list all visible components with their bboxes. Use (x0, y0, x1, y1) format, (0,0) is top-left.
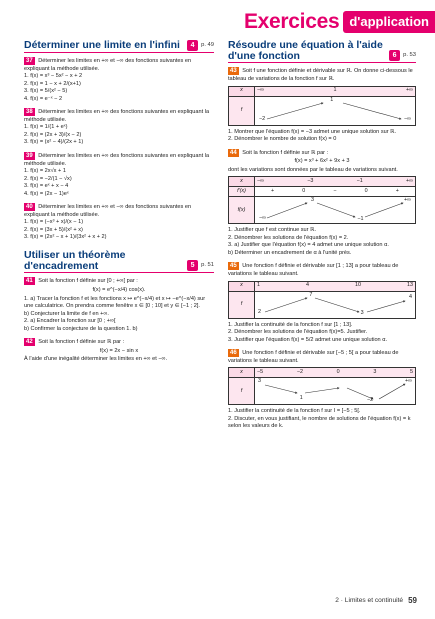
f-value: −∞ (404, 116, 411, 123)
exercise-item: 2. Discuter, en vous justifiant, le nombre de solutions de l'équation f(x) = k selon les valeurs de k. (228, 415, 411, 430)
section-title: Déterminer une limite en l'infini (24, 39, 180, 52)
section-encadrement (24, 250, 214, 273)
exercise-statement: Une fonction f définie et dérivable sur [1 ; 13] a pour tableau de variations le tableau suivant. (228, 263, 399, 277)
f-value: −∞ (259, 214, 266, 221)
x-value: 1 (333, 87, 337, 94)
f-value: +∞ (404, 197, 411, 204)
header-badge: d'application (343, 11, 435, 34)
exercise-number: 45 (230, 263, 237, 270)
exercise-37 (24, 57, 214, 103)
exercise-item: 2. f(x) = 1 − x + 2/(x+1) (24, 80, 81, 87)
exercise-42 (24, 338, 214, 364)
exercise-item: 1. f(x) = (−x³ + x)/(x − 1) (24, 219, 84, 226)
table-x-row (255, 177, 416, 187)
exercise-item: 3. Justifier que l'équation f(x) = 5/2 admet une unique solution α. (228, 336, 388, 343)
exercise-statement: Soit la fonction f définie sur ℝ par : (242, 149, 329, 156)
x-value: 13 (407, 282, 413, 289)
x-value: −∞ (257, 178, 264, 185)
variation-arrows (255, 292, 415, 318)
exercise-44 (228, 149, 416, 258)
x-value: +∞ (406, 87, 413, 94)
table-f-row (255, 378, 416, 405)
section-page: p. 53 (403, 52, 416, 58)
table-header-f: f (229, 96, 255, 125)
variation-arrows (255, 97, 415, 125)
exercise-item: 1. f(x) = x³ − 5x² − x + 2 (24, 73, 83, 80)
exercise-item: 2. Dénombrer les solutions de l'équation f(x)=5. Justifier. (228, 329, 368, 336)
exercise-39 (24, 152, 214, 198)
x-value: 4 (306, 282, 309, 289)
exercise-43 (228, 67, 416, 143)
chapter-label: 2 · Limites et continuité (335, 597, 404, 605)
table-f-row (255, 96, 416, 125)
section-badge: 4 (187, 40, 198, 51)
exercise-formula: f(x) = 2x − sin x (99, 347, 139, 354)
section-title: Résoudre une équation à l'aide d'une fonction (228, 39, 383, 62)
exercise-statement: Déterminer les limites en +∞ et −∞ des fonctions suivantes en expliquant la méthode utilisée. (24, 58, 192, 72)
exercise-number: 40 (26, 204, 33, 211)
exercise-statement: Soit la fonction f définie sur [0 ; +∞[ par : (38, 278, 138, 285)
exercise-item: 1. a) Tracer la fonction f et les fonctions x ↦ e^(−x/4) et x ↦ −e^(−x/4) sur une calculatrice. On prendra comme fenêtre x ∈ [0 ; 10] et y ∈ [−1 ; 2]. (24, 295, 206, 310)
exercise-item: 1. Justifier la continuité de la fonction f sur [1 ; 13]. (228, 321, 353, 328)
exercise-item: 4. f(x) = e⁻ˣ − 2 (24, 95, 63, 102)
x-value: 5 (410, 369, 413, 376)
f-value: 7 (309, 291, 313, 298)
section-page: p. 51 (201, 262, 214, 269)
section-reference (389, 50, 416, 61)
exercise-statement: Soit la fonction f définie sur ℝ par : (38, 339, 125, 346)
exercise-item: 2. f(x) = (2x + 3)/(x − 2) (24, 131, 82, 138)
f-value: +∞ (405, 378, 412, 385)
exercise-item: 3. a) Justifier que l'équation f(x) = 4 admet une unique solution α. (228, 242, 389, 249)
exercise-number: 46 (230, 350, 237, 357)
exercise-formula: f(x) = x³ + 6x² + 9x + 3 (294, 158, 350, 165)
exercise-number: 37 (26, 58, 33, 64)
exercise-item: 3. f(x) = eˣ + x − 4 (24, 183, 69, 190)
table-header-x: x (229, 281, 255, 291)
section-badge: 5 (187, 260, 198, 271)
variation-table (228, 176, 416, 224)
table-f-row (255, 197, 416, 224)
exercise-item: 1. f(x) = 1/(1 + eˣ) (24, 124, 68, 131)
table-x-row (255, 86, 416, 96)
f-value: −2 (259, 116, 266, 123)
exercise-item: 1. f(x) = 2x√x + 1 (24, 168, 66, 175)
table-header-x: x (229, 86, 255, 96)
exercise-item: 1. Justifier la continuité de la fonction f sur I = [−5 ; 5[. (228, 408, 361, 415)
exercise-number: 41 (26, 278, 33, 285)
exercise-item: dont les variations sont données par le tableau de variations suivant. (228, 166, 398, 173)
variation-arrows (255, 378, 415, 404)
sign-value: + (271, 188, 275, 195)
exercise-number: 43 (230, 68, 237, 75)
exercise-38 (24, 108, 214, 147)
variation-table (228, 86, 416, 126)
table-x-row (255, 368, 416, 378)
exercise-statement: Une fonction f définie et dérivable sur [−5 ; 5[ a pour tableau de variations le tableau suivant. (228, 350, 399, 364)
exercise-item: 3. f(x) = (2x² − x + 1)/(3x² + x + 2) (24, 234, 107, 241)
section-badge: 6 (389, 50, 400, 61)
f-value: 3 (258, 378, 261, 385)
page-footer (335, 596, 417, 607)
table-header-f: f (229, 291, 255, 318)
f-value: −1 (357, 215, 364, 222)
table-header-x: x (229, 368, 255, 378)
exercise-40 (24, 203, 214, 242)
table-header-fprime: f′(x) (229, 187, 255, 197)
right-column (228, 40, 416, 436)
exercise-item: 1. Montrer que l'équation f(x) = −3 admet une unique solution sur ℝ. (228, 128, 397, 135)
table-header-f: f (229, 378, 255, 405)
section-title: Utiliser un théorème d'encadrement (24, 249, 126, 272)
sign-value: + (395, 188, 399, 195)
exercise-item: 2. f(x) = (3x + 5)/(x² + x) (24, 226, 83, 233)
f-value: −2 (367, 396, 374, 403)
sign-value: − (333, 188, 337, 195)
page-number: 59 (408, 596, 417, 606)
x-value: −2 (296, 369, 303, 376)
exercise-formula: f(x) = e^(−x/4) cos(x). (92, 286, 146, 293)
exercise-statement: Déterminer les limites en +∞ des fonctions suivantes en expliquant la méthode utilisée. (24, 109, 210, 123)
f-value: 3 (360, 310, 364, 317)
left-column (24, 40, 214, 369)
section-reference (187, 40, 214, 51)
x-value: −3 (307, 178, 314, 185)
page-header (244, 8, 435, 36)
table-f-row (255, 291, 416, 318)
exercise-item: 2. f(x) = −2/(1 − √x) (24, 175, 72, 182)
exercise-41 (24, 277, 214, 333)
sign-value: 0 (364, 188, 368, 195)
exercise-number: 44 (230, 149, 237, 156)
exercise-item: b) Conjecturer la limite de f en +∞. (24, 310, 109, 317)
exercise-item: b) Déterminer un encadrement de α à l'unité près. (228, 249, 352, 256)
exercise-item: 3. f(x) = (x² − 4)/(2x + 1) (24, 139, 84, 146)
section-limits-infinity (24, 40, 214, 53)
exercise-45 (228, 262, 416, 344)
exercise-item: 2. Dénombrer les solutions de l'équation f(x) = 2. (228, 234, 349, 241)
f-value: 2 (258, 309, 261, 316)
section-reference (187, 260, 214, 271)
f-value: 1 (330, 96, 334, 103)
variation-arrows (255, 197, 415, 223)
table-x-row (255, 281, 416, 291)
exercise-46 (228, 349, 416, 431)
x-value: 0 (336, 369, 340, 376)
exercise-item: 1. Justifier que f est continue sur ℝ. (228, 227, 317, 234)
f-value: 1 (299, 394, 303, 401)
x-value: 1 (257, 282, 260, 289)
section-equation (228, 40, 416, 63)
header-title: Exercices (243, 9, 340, 33)
f-value: 4 (409, 293, 412, 300)
exercise-item: 4. f(x) = (2x − 1)eˣ (24, 190, 69, 197)
section-page: p. 49 (201, 41, 214, 48)
x-value: +∞ (405, 178, 413, 185)
x-value: 10 (355, 282, 361, 289)
x-value: −5 (257, 369, 264, 376)
table-header-f: f(x) (229, 197, 255, 224)
exercise-number: 39 (26, 153, 33, 160)
exercise-item: 3. f(x) = 5/(x² − 5) (24, 88, 68, 95)
variation-table (228, 281, 416, 319)
x-value: −1 (356, 178, 363, 185)
table-header-x: x (229, 177, 255, 187)
f-value: 3 (311, 197, 314, 204)
exercise-statement: Déterminer les limites en +∞ des fonctions suivantes en expliquant la méthode utilisée. (24, 153, 210, 167)
exercise-number: 42 (26, 339, 33, 346)
sign-value: 0 (302, 188, 306, 195)
exercise-item: 2. a) Encadrer la fonction sur [0 ; +∞[ (24, 318, 116, 325)
table-sign-row (255, 187, 416, 197)
exercise-number: 38 (26, 109, 33, 116)
exercise-item: À l'aide d'une inégalité déterminer les limites en +∞ et −∞. (24, 356, 168, 363)
exercise-statement: Déterminer les limites en +∞ et −∞ des fonctions suivantes en expliquant la méthode utilisée. (24, 204, 192, 218)
exercise-item: 2. Dénombrer le nombre de solution f(x) = 0 (228, 136, 337, 143)
exercise-statement: Soit f une fonction définie et dérivable sur ℝ. On donne ci-dessous le tableau de variations de la fonction f sur ℝ. (228, 68, 413, 82)
exercise-item: b) Confirmer la conjecture de la question 1. b) (24, 325, 138, 332)
x-value: 3 (373, 369, 377, 376)
variation-table (228, 367, 416, 405)
x-value: −∞ (257, 87, 264, 94)
